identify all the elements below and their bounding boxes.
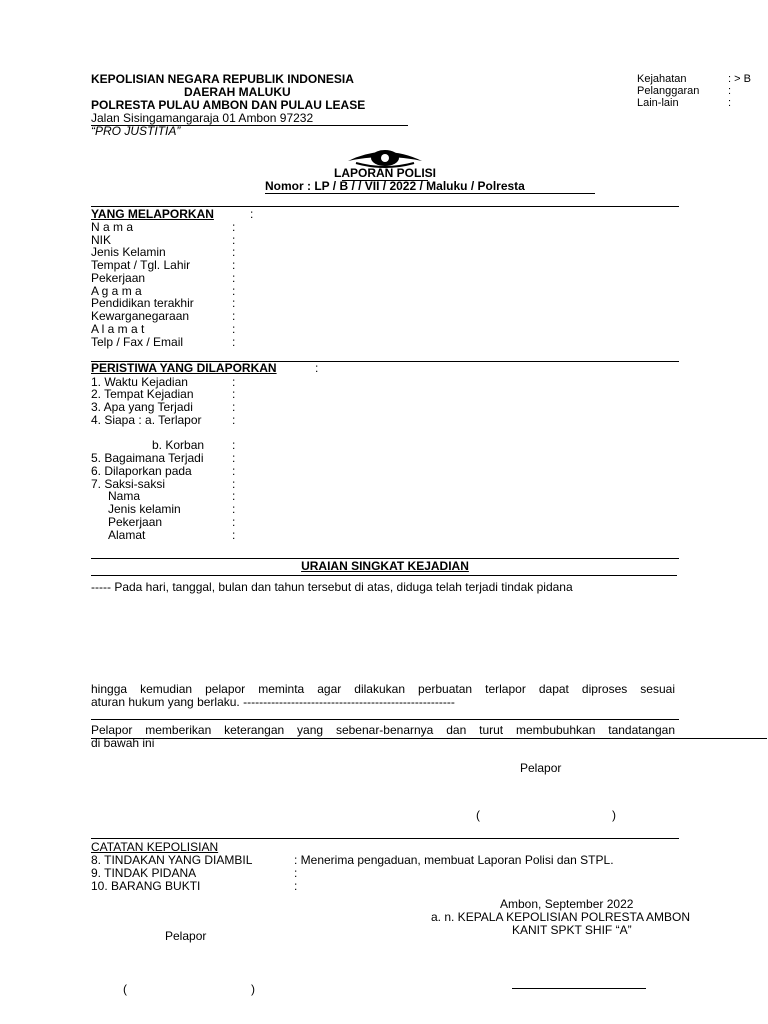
reporter-field-label: Pendidikan terakhir (91, 296, 194, 310)
reporter-field-label: Tempat / Tgl. Lahir (91, 258, 191, 272)
signature-top-label: Pelapor (520, 761, 562, 775)
footer-officer-title: KANIT SPKT SHIF “A” (512, 923, 632, 937)
classification-label: Lain-lain (637, 97, 679, 109)
summary-closing-2: aturan hukum yang berlaku. ----------------------------------------------------- (91, 695, 455, 709)
classification-value: : (728, 97, 732, 109)
police-report-page: KEPOLISIAN NEGARA REPUBLIK INDONESIA DAERAH MALUKU POLRESTA PULAU AMBON DAN PULAU LEASE Jalan Sisingamangaraja 01 Ambon 97232 “PRO JUSTITIA” Kejahatan : > B Pelanggaran : Lain-lain : LAPORAN POLISI Nomor : LP / B / / VII / 2022 / Maluku / Polresta YANG MELAPORKAN : N a m a NIK Jenis Kelamin Tempat / Tgl. Lahir Pekerjaan A g a m a Pendidikan terakhir Kewarganegaraan A l a m a t Telp / Fax / Email : : : : : : : : : : PERISTIWA YANG DILAPORKAN : 1. Waktu Kejadian 2. Tempat Kejadian 3. Apa yang Terjadi 4. Siapa : a. Terlapor b. Korban 5. Bagaimana Terjadi 6. Dilaporkan pada 7. Saksi-saksi Nama Jenis kelamin Pekerjaan Alamat : : : : : : : : : : : : URAIAN SINGKAT KEJADIAN ----- Pada hari, tanggal, bulan dan tahun tersebut di atas, diduga telah terjadi tindak pidana hingga kemudian pelapor meminta agar dilakukan perbuatan terlapor dapat diproses sesuai aturan hukum yang berlaku. ----------------------------------------------------- Pelapor memberikan keterangan yang sebenar-benarnya dan turut membubuhkan tandatangan di bawah ini Pelapor ( ) CATATAN KEPOLISIAN 8. TINDAKAN YANG DIAMBIL : Menerima pengaduan, membuat Laporan Polisi dan STPL. 9. TINDAK PIDANA : 10. BARANG BUKTI : Ambon, September 2022 a. n. KEPALA KEPOLISIAN POLRESTA AMBON KANIT SPKT SHIF “A” Pelapor ( ) (0, 0, 768, 1024)
summary-statement-2: di bawah ini (91, 736, 155, 750)
header-address: Jalan Sisingamangaraja 01 Ambon 97232 (91, 111, 314, 125)
notes-item-value: : (294, 866, 298, 880)
classification-value: : (728, 85, 732, 97)
notes-item-label: 10. BARANG BUKTI (91, 879, 201, 893)
classification-value: : > B (728, 73, 751, 85)
reporter-field-label: Pekerjaan (91, 271, 146, 285)
incident-field-label: 5. Bagaimana Terjadi (91, 451, 204, 465)
reporter-field-label: Telp / Fax / Email (91, 335, 184, 349)
notes-item-label: 8. TINDAKAN YANG DIAMBIL (91, 853, 253, 867)
header-line3: POLRESTA PULAU AMBON DAN PULAU LEASE (91, 98, 366, 112)
signature-top-paren-close: ) (612, 808, 616, 822)
section-divider (91, 838, 679, 839)
incident-field-label: Nama (108, 489, 141, 503)
reporter-field-label: A l a m a t (91, 322, 145, 336)
signature-top-paren-open: ( (476, 808, 480, 822)
incident-field-label: 1. Waktu Kejadian (91, 375, 188, 389)
reporter-heading: YANG MELAPORKAN (91, 207, 214, 221)
incident-field-label: Jenis kelamin (108, 502, 181, 516)
notes-item-value: : Menerima pengaduan, membuat Laporan Polisi dan STPL. (294, 853, 614, 867)
footer-reporter-label: Pelapor (165, 929, 207, 943)
report-title: LAPORAN POLISI (333, 166, 436, 180)
notes-heading: CATATAN KEPOLISIAN (91, 840, 219, 854)
reporter-field-label: NIK (91, 233, 112, 247)
summary-heading: URAIAN SINGKAT KEJADIAN (301, 559, 469, 573)
summary-statement-1: Pelapor memberikan keterangan yang sebenar-benarnya dan turut membubuhkan tandatangan (91, 723, 675, 737)
summary-heading-rule (91, 575, 677, 576)
reporter-field-label: Kewarganegaraan (91, 309, 190, 323)
incident-field-label: Alamat (108, 528, 146, 542)
statement-rule (91, 738, 767, 739)
footer-paren-close: ) (251, 982, 255, 996)
section-divider (91, 719, 679, 720)
reporter-heading-colon: : (250, 207, 254, 221)
classification-label: Pelanggaran (637, 85, 700, 97)
incident-field-label: 6. Dilaporkan pada (91, 464, 192, 478)
summary-closing-1: hingga kemudian pelapor meminta agar dilakukan perbuatan terlapor dapat diproses sesuai (91, 682, 675, 696)
incident-field-label: 7. Saksi-saksi (91, 477, 166, 491)
footer-place-date: Ambon, September 2022 (500, 897, 634, 911)
notes-item-label: 9. TINDAK PIDANA (91, 866, 197, 880)
classification-label: Kejahatan (637, 73, 687, 85)
footer-paren-open: ( (123, 982, 127, 996)
incident-field-label: Pekerjaan (108, 515, 163, 529)
report-number: Nomor : LP / B / / VII / 2022 / Maluku / Polresta (265, 179, 525, 193)
incident-field-label: 4. Siapa : a. Terlapor (91, 413, 202, 427)
reporter-field-label: N a m a (91, 220, 134, 234)
header-line1: KEPOLISIAN NEGARA REPUBLIK INDONESIA (91, 72, 354, 86)
number-underline (265, 193, 595, 194)
incident-field-label: 3. Apa yang Terjadi (91, 400, 193, 414)
summary-intro: ----- Pada hari, tanggal, bulan dan tahun tersebut di atas, diduga telah terjadi tindak pidana (91, 580, 573, 594)
incident-heading-colon: : (315, 361, 319, 375)
incident-field-label: b. Korban (152, 438, 205, 452)
footer-on-behalf: a. n. KEPALA KEPOLISIAN POLRESTA AMBON (431, 910, 690, 924)
header-line2: DAERAH MALUKU (184, 85, 291, 99)
incident-heading: PERISTIWA YANG DILAPORKAN (91, 361, 277, 375)
incident-field-label: 2. Tempat Kejadian (91, 387, 194, 401)
reporter-field-label: Jenis Kelamin (91, 245, 166, 259)
officer-signature-line (512, 988, 646, 989)
header-motto: “PRO JUSTITIA” (91, 124, 181, 138)
reporter-field-label: A g a m a (91, 284, 142, 298)
notes-item-value: : (294, 879, 298, 893)
